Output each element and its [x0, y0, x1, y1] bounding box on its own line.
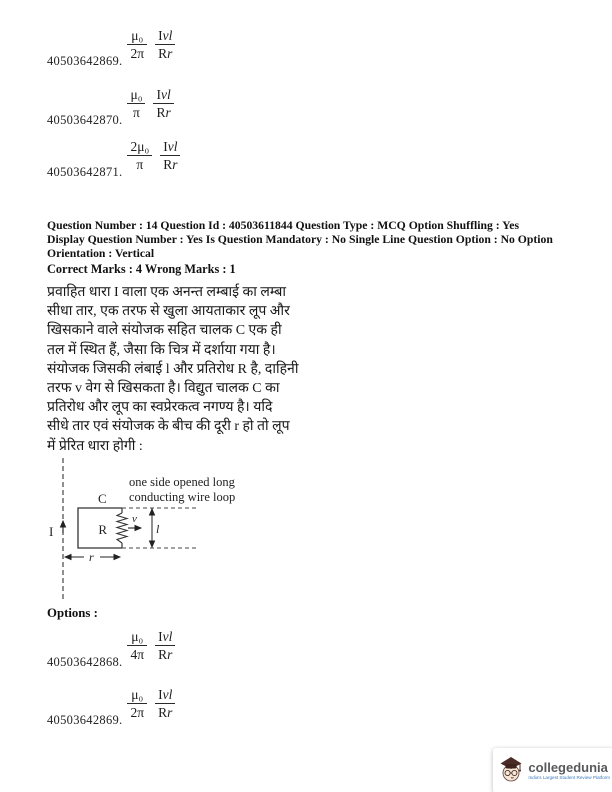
- fraction-mu: $\frac{\text{μ₀}}{2\pi}$: [127, 687, 147, 720]
- collegedunia-logo[interactable]: [493, 748, 612, 792]
- hindi-line: तरफ v वेग से खिसकता है। विद्युत चालक C का: [47, 381, 280, 397]
- collegedunia-mascot-icon: [499, 753, 523, 788]
- option-id: 40503642869.: [47, 713, 123, 728]
- options-heading: Options :: [47, 606, 98, 620]
- question-metadata: [47, 219, 553, 262]
- current-label: I: [49, 524, 54, 539]
- option-id: 40503642869.: [47, 54, 123, 69]
- fraction-ivl: $\frac{\text{Ivl}}{Rr}$: [155, 28, 175, 61]
- fraction-mu: $\frac{\text{μ₀}}{\pi}$: [127, 87, 145, 120]
- option-row: [47, 687, 175, 728]
- distance-label: r: [89, 550, 94, 564]
- question-text-hindi: [47, 283, 303, 456]
- fraction-ivl: $\frac{\text{Ivl}}{Rr}$: [153, 87, 173, 120]
- marks-line: Correct Marks : 4 Wrong Marks : 1: [47, 262, 236, 276]
- option-id: 40503642868.: [47, 655, 123, 670]
- hindi-line: सीधे तार एवं संयोजक के बीच की दूरी r हो तो लूप: [47, 419, 290, 435]
- diagram-caption-line2: conducting wire loop: [129, 490, 236, 504]
- diagram-caption-line1: one side opened long: [129, 475, 235, 489]
- resistance-label: R: [98, 522, 107, 537]
- hindi-line: प्रवाहित धारा I वाला एक अनन्त लम्बाई का लम्बा: [47, 285, 287, 300]
- conductor-label: C: [98, 491, 107, 506]
- hindi-line: में प्रेरित धारा होगी :: [47, 438, 143, 454]
- logo-name: collegedunia: [528, 759, 608, 775]
- option-row: [47, 629, 175, 670]
- logo-tagline: India's Largest Student Review Platform: [528, 774, 610, 780]
- metadata-line: Orientation : Vertical: [47, 247, 155, 261]
- logo-text: [528, 761, 610, 781]
- fraction-ivl: $\frac{\text{Ivl}}{Rr}$: [155, 687, 175, 720]
- hindi-line: प्रतिरोध और लूप का स्वप्रेरकत्व नगण्य है। यदि: [47, 400, 273, 416]
- metadata-line: Question Number : 14 Question Id : 40503611844 Question Type : MCQ Option Shuffling : Yes: [47, 219, 519, 232]
- resistor-zigzag: [117, 513, 127, 543]
- option-id: 40503642870.: [47, 113, 123, 128]
- length-label: l: [156, 522, 160, 536]
- formula: [127, 139, 180, 172]
- formula: [127, 87, 173, 120]
- hindi-line: संयोजक जिसकी लंबाई l और प्रतिरोध R है, दाहिनी: [47, 361, 299, 377]
- fraction-mu: $\frac{\text{μ₀}}{4\pi}$: [127, 629, 147, 662]
- formula: [127, 28, 175, 61]
- fraction-ivl: $\frac{\text{Ivl}}{Rr}$: [155, 629, 175, 662]
- hindi-line: सीधा तार, एक तरफ से खुला आयताकार लूप और: [47, 304, 290, 320]
- fraction-mu: $\frac{\text{2μ₀}}{\pi}$: [127, 139, 152, 172]
- option-row: [47, 87, 174, 128]
- option-row: [47, 28, 175, 69]
- circuit-diagram: [40, 455, 340, 617]
- hindi-line: तल में स्थित हैं, जैसा कि चित्र में दर्शाया गया है।: [47, 342, 276, 358]
- velocity-label: v: [132, 513, 137, 525]
- metadata-line: Display Question Number : Yes Is Question Mandatory : No Single Line Question Option : No Option: [47, 233, 553, 247]
- hindi-line: खिसकाने वाले संयोजक सहित चालक C एक ही: [47, 323, 282, 339]
- option-id: 40503642871.: [47, 165, 123, 180]
- formula: [127, 629, 175, 662]
- fraction-ivl: $\frac{\text{Ivl}}{Rr}$: [160, 139, 180, 172]
- option-row: [47, 139, 180, 180]
- fraction-mu: $\frac{\text{μ₀}}{2\pi}$: [127, 28, 147, 61]
- formula: [127, 687, 175, 720]
